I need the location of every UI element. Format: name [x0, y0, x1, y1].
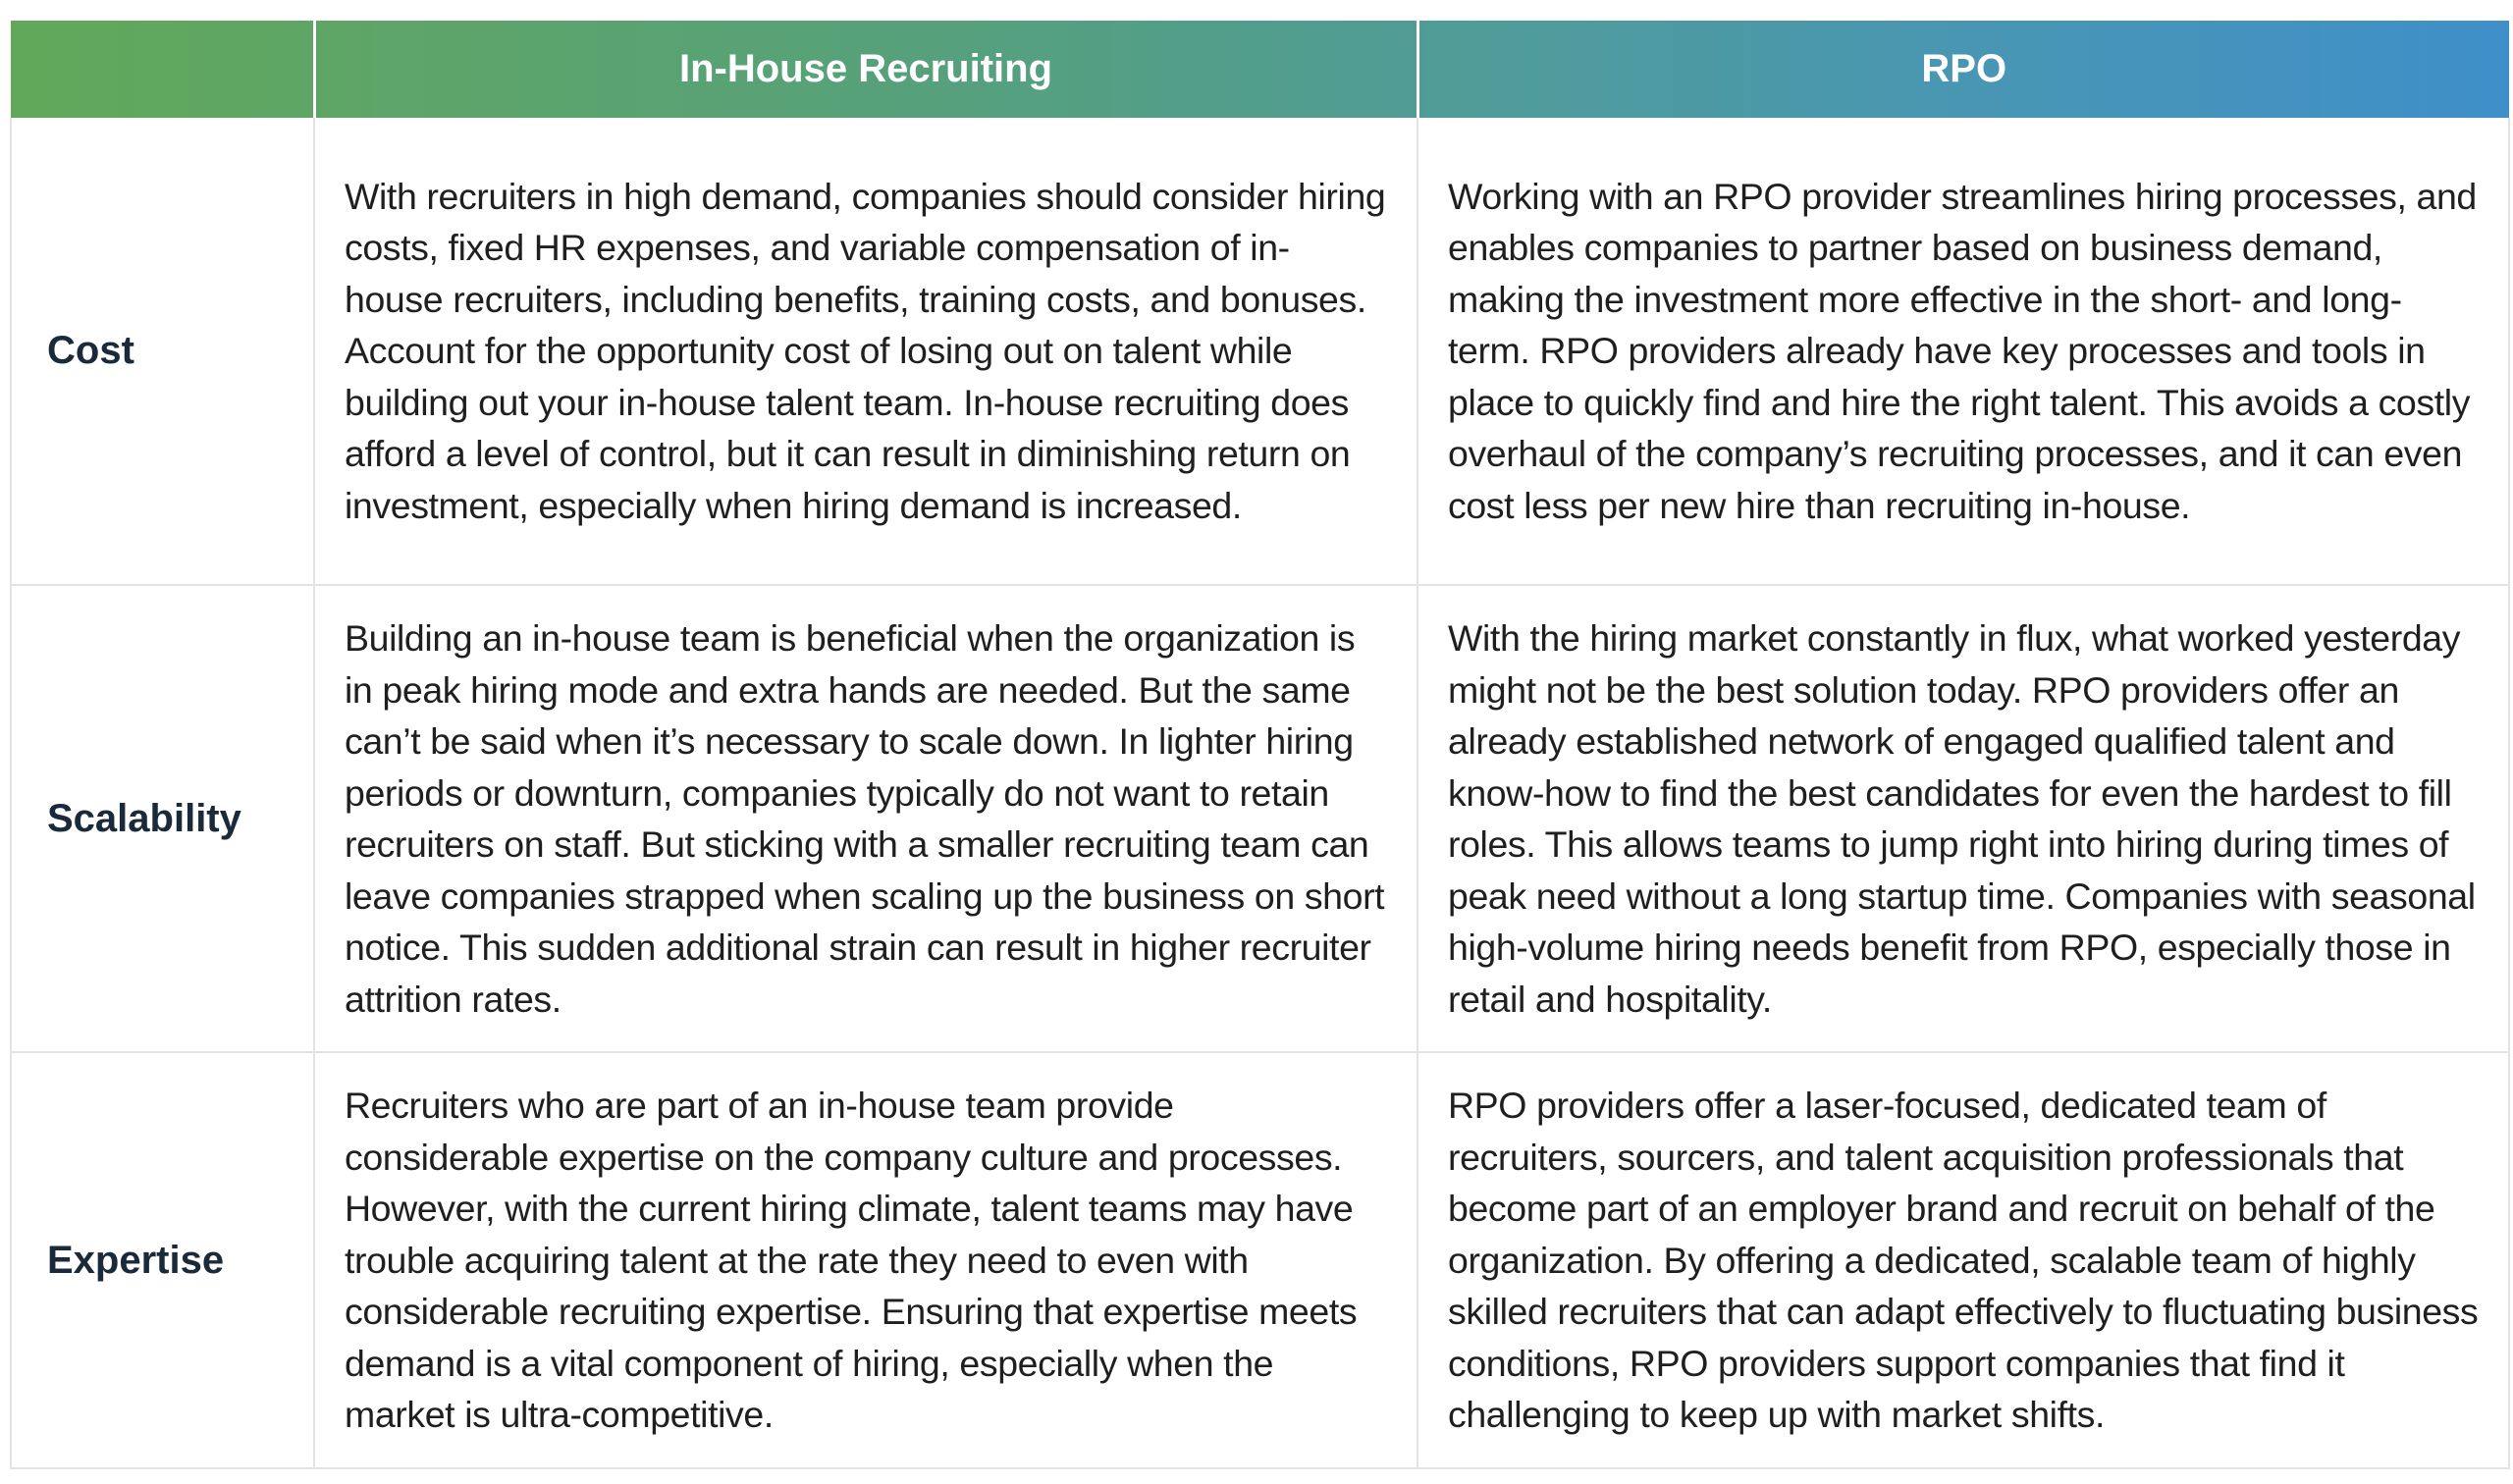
cost-rpo-cell: Working with an RPO provider streamlines hiring processes, and enables companies to partner based on business demand, making the investment more effective in the short- and long-term. RPO providers already have key processes and tools in place to quickly find and hire the right talent. This avoids a costly overhaul of the company’s recruiting processes, and it can even cost less per new hire than recruiting in-house.: [1417, 118, 2509, 585]
header-row: [11, 21, 2509, 118]
table-header: [11, 21, 2509, 118]
row-label-cost: Cost: [11, 118, 314, 585]
comparison-table: [10, 21, 2510, 1469]
table-row-cost: [11, 118, 2509, 585]
table-row-expertise: [11, 1052, 2509, 1468]
row-label-scalability: Scalability: [11, 585, 314, 1052]
table-row-scalability: [11, 585, 2509, 1052]
header-rpo: RPO: [1921, 47, 2007, 90]
expertise-in-house-cell: Recruiters who are part of an in-house team provide considerable expertise on the company culture and processes. However, with the current hiring climate, talent teams may have trouble acquiring talent at the rate they need to even with considerable recruiting expertise. Ensuring that expertise meets demand is a vital component of hiring, especially when the market is ultra-competitive.: [314, 1052, 1417, 1468]
table-body: [11, 118, 2509, 1468]
header-corner-cell: [11, 21, 314, 118]
cost-in-house-cell: With recruiters in high demand, companies should consider hiring costs, fixed HR expenses, and variable compensation of in-house recruiters, including benefits, training costs, and bonuses. Account for the opportunity cost of losing out on talent while building out your in-house talent team. In-house recruiting does afford a level of control, but it can result in diminishing return on investment, especially when hiring demand is increased.: [314, 118, 1417, 585]
expertise-rpo-cell: RPO providers offer a laser-focused, dedicated team of recruiters, sourcers, and talent acquisition professionals that become part of an employer brand and recruit on behalf of the organization. By offering a dedicated, scalable team of highly skilled recruiters that can adapt effectively to fluctuating business conditions, RPO providers support companies that find it challenging to keep up with market shifts.: [1417, 1052, 2509, 1468]
scalability-rpo-cell: With the hiring market constantly in flux, what worked yesterday might not be the best solution today. RPO providers offer an already established network of engaged qualified talent and know-how to find the best candidates for even the hardest to fill roles. This allows teams to jump right into hiring during times of peak need without a long startup time. Companies with seasonal high-volume hiring needs benefit from RPO, especially those in retail and hospitality.: [1417, 585, 2509, 1052]
scalability-in-house-cell: Building an in-house team is beneficial when the organization is in peak hiring mode and extra hands are needed. But the same can’t be said when it’s necessary to scale down. In lighter hiring periods or downturn, companies typically do not want to retain recruiters on staff. But sticking with a smaller recruiting team can leave companies strapped when scaling up the business on short notice. This sudden additional strain can result in higher recruiter attrition rates.: [314, 585, 1417, 1052]
header-in-house-recruiting: In-House Recruiting: [314, 21, 1417, 118]
row-label-expertise: Expertise: [11, 1052, 314, 1468]
